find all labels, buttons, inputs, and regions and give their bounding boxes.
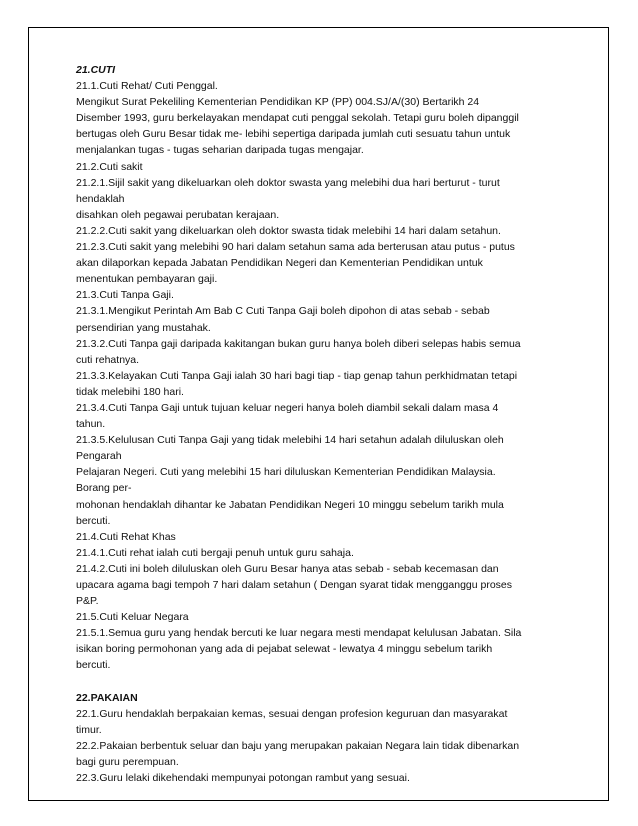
text-line: Mengikut Surat Pekeliling Kementerian Pendidikan KP (PP) 004.SJ/A/(30) Bertarikh 24: [76, 96, 480, 109]
text-line: 21.4.2.Cuti ini boleh diluluskan oleh Guru Besar hanya atas sebab - sebab kecemasan dan: [76, 562, 499, 575]
text-line: isikan boring permohonan yang ada di pejabat selewat - lewatya 4 minggu sebelum tarikh: [76, 643, 493, 656]
text-line: tidak melebihi 180 hari.: [76, 385, 184, 398]
text-line: bagi guru perempuan.: [76, 755, 179, 768]
text-line: 21.4.1.Cuti rehat ialah cuti bergaji penuh untuk guru sahaja.: [76, 546, 354, 559]
text-line: timur.: [76, 723, 102, 736]
text-line: 21.3.5.Kelulusan Cuti Tanpa Gaji yang tidak melebihi 14 hari setahun adalah diluluskan oleh: [76, 434, 504, 447]
text-line: disahkan oleh pegawai perubatan kerajaan.: [76, 208, 280, 221]
text-line: 21.3.Cuti Tanpa Gaji.: [76, 289, 174, 302]
text-line: Pengarah: [76, 450, 122, 463]
text-line: 22.2.Pakaian berbentuk seluar dan baju yang merupakan pakaian Negara lain tidak dibenarkan: [76, 739, 520, 752]
text-line: akan dilaporkan kepada Jabatan Pendidikan Negeri dan Kementerian Pendidikan untuk: [76, 257, 483, 270]
section-22-heading: 22.PAKAIAN: [76, 691, 138, 704]
text-line: 21.4.Cuti Rehat Khas: [76, 530, 176, 543]
text-line: 21.3.3.Kelayakan Cuti Tanpa Gaji ialah 30 hari bagi tiap - tiap genap tahun perkhidmatan tetapi: [76, 369, 518, 382]
text-line: bertugas oleh Guru Besar tidak me- lebihi sepertiga daripada jumlah cuti sesuatu tahun untuk: [76, 128, 511, 141]
text-line: Disember 1993, guru berkelayakan mendapat cuti penggal sekolah. Tetapi guru boleh dipanggil: [76, 112, 519, 125]
document-body: [76, 62, 566, 786]
text-line: 21.5.1.Semua guru yang hendak bercuti ke luar negara mesti mendapat kelulusan Jabatan. Sila: [76, 627, 522, 640]
text-line: bercuti.: [76, 514, 111, 527]
text-line: bercuti.: [76, 659, 111, 672]
text-line: Borang per-: [76, 482, 132, 495]
text-line: 21.2.2.Cuti sakit yang dikeluarkan oleh doktor swasta tidak melebihi 14 hari dalam setahun.: [76, 224, 501, 237]
text-line: hendaklah: [76, 192, 125, 205]
text-line: menentukan pembayaran gaji.: [76, 273, 218, 286]
text-line: P&P.: [76, 595, 99, 608]
text-line: 21.3.1.Mengikut Perintah Am Bab C Cuti Tanpa Gaji boleh dipohon di atas sebab - sebab: [76, 305, 490, 318]
text-line: 21.2.1.Sijil sakit yang dikeluarkan oleh doktor swasta yang melebihi dua hari berturut - turut: [76, 176, 500, 189]
section-21-heading: 21.CUTI: [76, 64, 116, 76]
text-line: 21.3.2.Cuti Tanpa gaji daripada kakitangan bukan guru hanya boleh diberi selepas habis semua: [76, 337, 521, 350]
text-line: menjalankan tugas - tugas seharian daripada tugas mengajar.: [76, 144, 364, 157]
text-line: persendirian yang mustahak.: [76, 321, 211, 334]
text-line: mohonan hendaklah dihantar ke Jabatan Pendidikan Negeri 10 minggu sebelum tarikh mula: [76, 498, 504, 511]
text-line: tahun.: [76, 418, 106, 431]
text-line: 21.2.3.Cuti sakit yang melebihi 90 hari dalam setahun sama ada berterusan atau putus - putus: [76, 241, 515, 254]
text-line: upacara agama bagi tempoh 7 hari dalam setahun ( Dengan syarat tidak mengganggu proses: [76, 579, 513, 591]
section-22-body: [76, 706, 566, 786]
text-line: 21.2.Cuti sakit: [76, 160, 143, 173]
text-line: 21.3.4.Cuti Tanpa Gaji untuk tujuan keluar negeri hanya boleh diambil sekali dalam masa 4: [76, 401, 499, 414]
text-line: cuti rehatnya.: [76, 353, 140, 366]
text-line: Pelajaran Negeri. Cuti yang melebihi 15 hari diluluskan Kementerian Pendidikan Malaysia.: [76, 466, 496, 479]
text-line: 22.1.Guru hendaklah berpakaian kemas, sesuai dengan profesion keguruan dan masyarakat: [76, 707, 508, 720]
text-line: 22.3.Guru lelaki dikehendaki mempunyai potongan rambut yang sesuai.: [76, 772, 410, 785]
section-21-body: [76, 78, 566, 673]
text-line: 21.1.Cuti Rehat/ Cuti Penggal.: [76, 80, 218, 93]
section-gap: [76, 674, 566, 690]
text-line: 21.5.Cuti Keluar Negara: [76, 611, 189, 624]
